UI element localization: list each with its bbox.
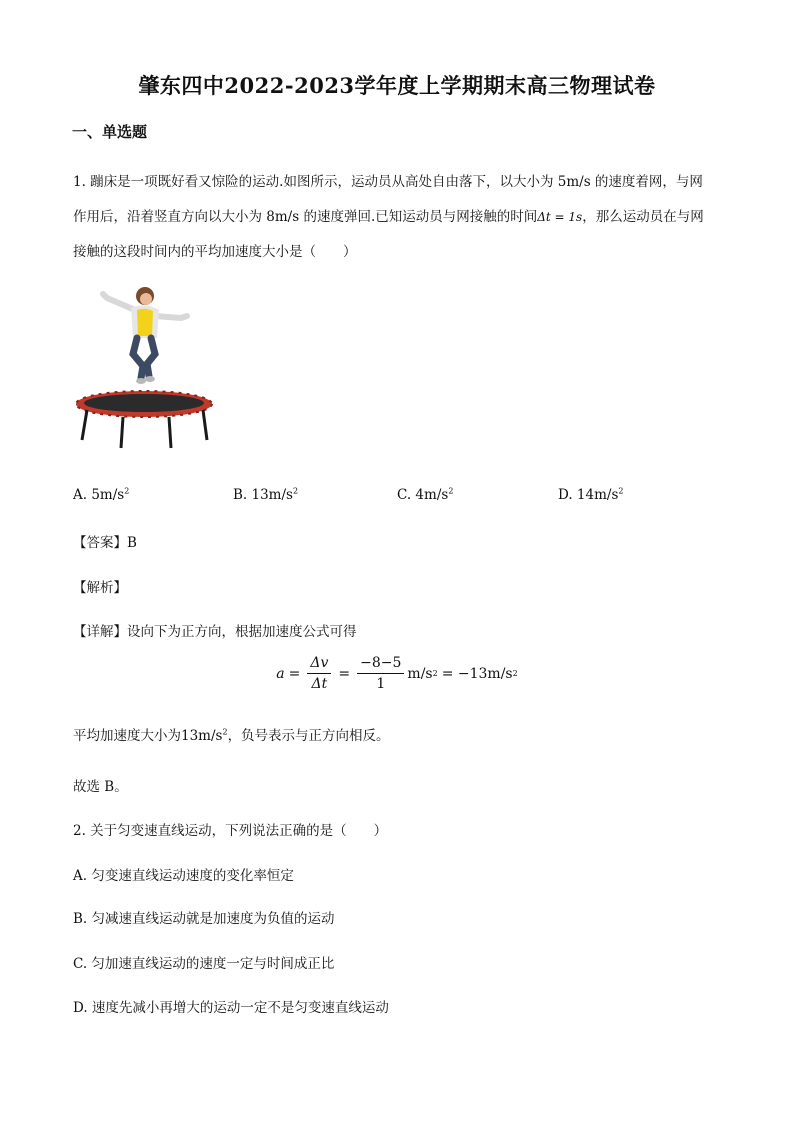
q2-option-a[interactable]: A. 匀变速直线运动速度的变化率恒定 bbox=[73, 868, 294, 884]
formula-result: = −13m/s bbox=[441, 665, 513, 682]
conclusion-sup: 2 bbox=[222, 727, 228, 737]
q1-option-c[interactable] bbox=[397, 487, 453, 503]
q1-detail bbox=[73, 620, 357, 640]
detail-text: 设向下为正方向，根据加速度公式可得 bbox=[127, 624, 357, 640]
formula-denominator: 1 bbox=[376, 676, 386, 692]
formula-dv: Δv bbox=[307, 655, 331, 674]
q1-choose: 故选 B。 bbox=[73, 779, 128, 795]
formula-fraction-delta bbox=[307, 655, 331, 692]
formula-dt: Δt bbox=[311, 676, 328, 692]
q1-option-c-sup: 2 bbox=[448, 486, 454, 496]
q2-stem: 2. 关于匀变速直线运动，下列说法正确的是（ ） bbox=[73, 823, 388, 839]
q1-stem-line1: 1. 蹦床是一项既好看又惊险的运动.如图所示，运动员从高处自由落下，以大小为 5m/s 的速度着网，与网 bbox=[73, 174, 703, 190]
q1-option-b-label: B. 13m/s bbox=[233, 487, 293, 503]
q1-answer bbox=[73, 531, 137, 551]
formula-a: a bbox=[276, 665, 285, 682]
q1-option-b[interactable] bbox=[233, 487, 298, 503]
analysis-tag: 【解析】 bbox=[73, 580, 127, 596]
conclusion-text-a: 平均加速度大小为13m/s bbox=[73, 728, 223, 744]
q1-option-d[interactable] bbox=[558, 487, 623, 503]
q1-stem-line2 bbox=[73, 205, 704, 225]
q2-option-d[interactable]: D. 速度先减小再增大的运动一定不是匀变速直线运动 bbox=[73, 1000, 389, 1016]
q1-stem-line2-text-a: 作用后，沿着竖直方向以大小为 8m/s 的速度弹回.已知运动员与网接触的时间 bbox=[73, 209, 538, 225]
q1-option-c-label: C. 4m/s bbox=[397, 487, 449, 503]
answer-value: B bbox=[127, 535, 137, 551]
q1-option-a[interactable] bbox=[73, 487, 129, 503]
q1-option-a-label: A. 5m/s bbox=[73, 487, 125, 503]
document-title: 肇东四中2022-2023学年度上学期期末高三物理试卷 bbox=[138, 73, 656, 98]
trampoline-jumper-image bbox=[73, 280, 215, 460]
answer-tag: 【答案】 bbox=[73, 535, 127, 551]
formula-fraction-values bbox=[357, 655, 404, 692]
q1-conclusion bbox=[73, 724, 390, 744]
q2-option-b[interactable]: B. 匀减速直线运动就是加速度为负值的运动 bbox=[73, 911, 335, 927]
section-heading: 一、单选题 bbox=[72, 123, 148, 141]
detail-tag: 【详解】 bbox=[73, 624, 127, 640]
acceleration-formula: a = $\frac{\Delta v}{\Delta t}$ = $\frac{-8-5}{1}$ m/s 2 = −13m/s 2 bbox=[276, 655, 518, 692]
q1-stem-line2-text-b: ，那么运动员在与网 bbox=[582, 209, 704, 225]
q1-option-d-sup: 2 bbox=[618, 486, 624, 496]
q2-option-c[interactable]: C. 匀加速直线运动的速度一定与时间成正比 bbox=[73, 956, 335, 972]
formula-unit: m/s bbox=[407, 665, 433, 682]
q1-option-b-sup: 2 bbox=[292, 486, 299, 496]
q1-option-d-label: D. 14m/s bbox=[558, 487, 619, 503]
q1-option-a-sup: 2 bbox=[124, 486, 130, 496]
formula-numerator: −8−5 bbox=[357, 655, 404, 674]
q1-stem-line3: 接触的这段时间内的平均加速度大小是（ ） bbox=[73, 244, 357, 260]
conclusion-text-b: ，负号表示与正方向相反。 bbox=[227, 728, 390, 744]
q1-time-expression: Δt = 1s bbox=[537, 210, 583, 224]
formula-equals-2: = bbox=[338, 665, 351, 682]
formula-equals: = bbox=[288, 665, 301, 682]
